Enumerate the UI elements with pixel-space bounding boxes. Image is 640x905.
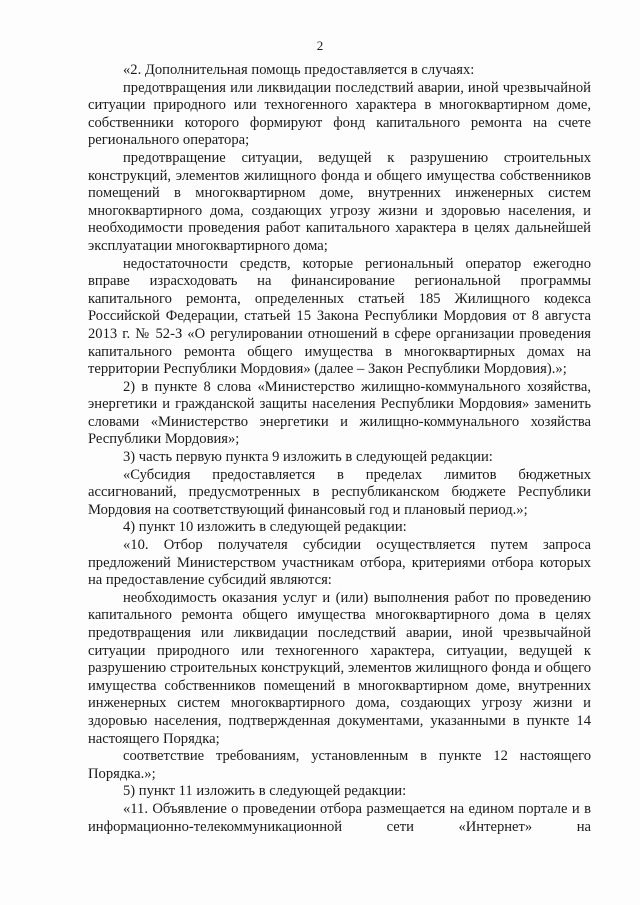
page-number: 2 [316, 38, 324, 53]
paragraph-subsidy: «Субсидия предоставляется в пределах лимитов бюджетных ассигнований, предусмотренных в республиканском бюджете Республики Мордовия на соответствующий финансовый год и плановый период.»; [88, 466, 591, 518]
paragraph-case-destruction: предотвращение ситуации, ведущей к разрушению строительных конструкций, элементов жилищного фонда и общего имущества собственников помещений в многоквартирном доме, внутренних инженерных систем многоквартирного дома, создающих угрозу жизни и здоровью населения, и необходимости проведения работ капитального характера в целях дальнейшей эксплуатации многоквартирного дома; [88, 149, 591, 254]
paragraph-point-11: «11. Объявление о проведении отбора размещается на едином портале и в информационно-телекоммуникационной сети «Интернет» на [88, 800, 591, 835]
paragraph-case-insufficient-funds: недостаточности средств, которые региональный оператор ежегодно вправе израсходовать на финансирование региональной программы капитального ремонта, определенных статьей 185 Жилищного кодекса Российской Федерации, статьей 15 Закона Республики Мордовия от 8 августа 2013 г. № 52-З «О регулировании отношений в сфере организации проведения капитального ремонта общего имущества в многоквартирных домах на территории Республики Мордовия» (далее – Закон Республики Мордовия).»; [88, 255, 591, 378]
document-body [88, 62, 591, 836]
paragraph-intro: «2. Дополнительная помощь предоставляется в случаях: [123, 62, 475, 78]
paragraph-point-10: «10. Отбор получателя субсидии осуществляется путем запроса предложений Министерством участникам отбора, критериями отбора которых на предоставление субсидий являются: [88, 537, 591, 589]
paragraph-criterion-compliance: соответствие требованиям, установленным в пункте 12 настоящего Порядка.»; [88, 748, 591, 782]
paragraph-item-3: 3) часть первую пункта 9 изложить в следующей редакции: [123, 449, 493, 466]
paragraph-criterion-necessity: необходимость оказания услуг и (или) выполнения работ по проведению капитального ремонта общего имущества многоквартирного дома в целях предотвращения или ликвидации последствий аварии, иной чрезвычайной ситуации природного или техногенного характера, ситуации, ведущей к разрушению строительных конструкций, элементов жилищного фонда и общего имущества собственников помещений в многоквартирном доме, внутренних инженерных систем многоквартирного дома, создающих угрозу жизни и здоровью населения, подтвержденная документами, указанными в пункте 14 настоящего Порядка; [88, 589, 591, 747]
paragraph-item-4: 4) пункт 10 изложить в следующей редакции: [123, 519, 407, 536]
paragraph-case-accident: предотвращения или ликвидации последствий аварии, иной чрезвычайной ситуации природного или техногенного характера в многоквартирном доме, собственники которого формируют фонд капитального ремонта на счете регионального оператора; [88, 79, 591, 149]
paragraph-item-5: 5) пункт 11 изложить в следующей редакции: [123, 783, 407, 800]
paragraph-item-2: 2) в пункте 8 слова «Министерство жилищно-коммунального хозяйства, энергетики и гражданской защиты населения Республики Мордовия» заменить словами «Министерство энергетики и жилищно-коммунального хозяйства Республики Мордовия»; [88, 378, 591, 448]
